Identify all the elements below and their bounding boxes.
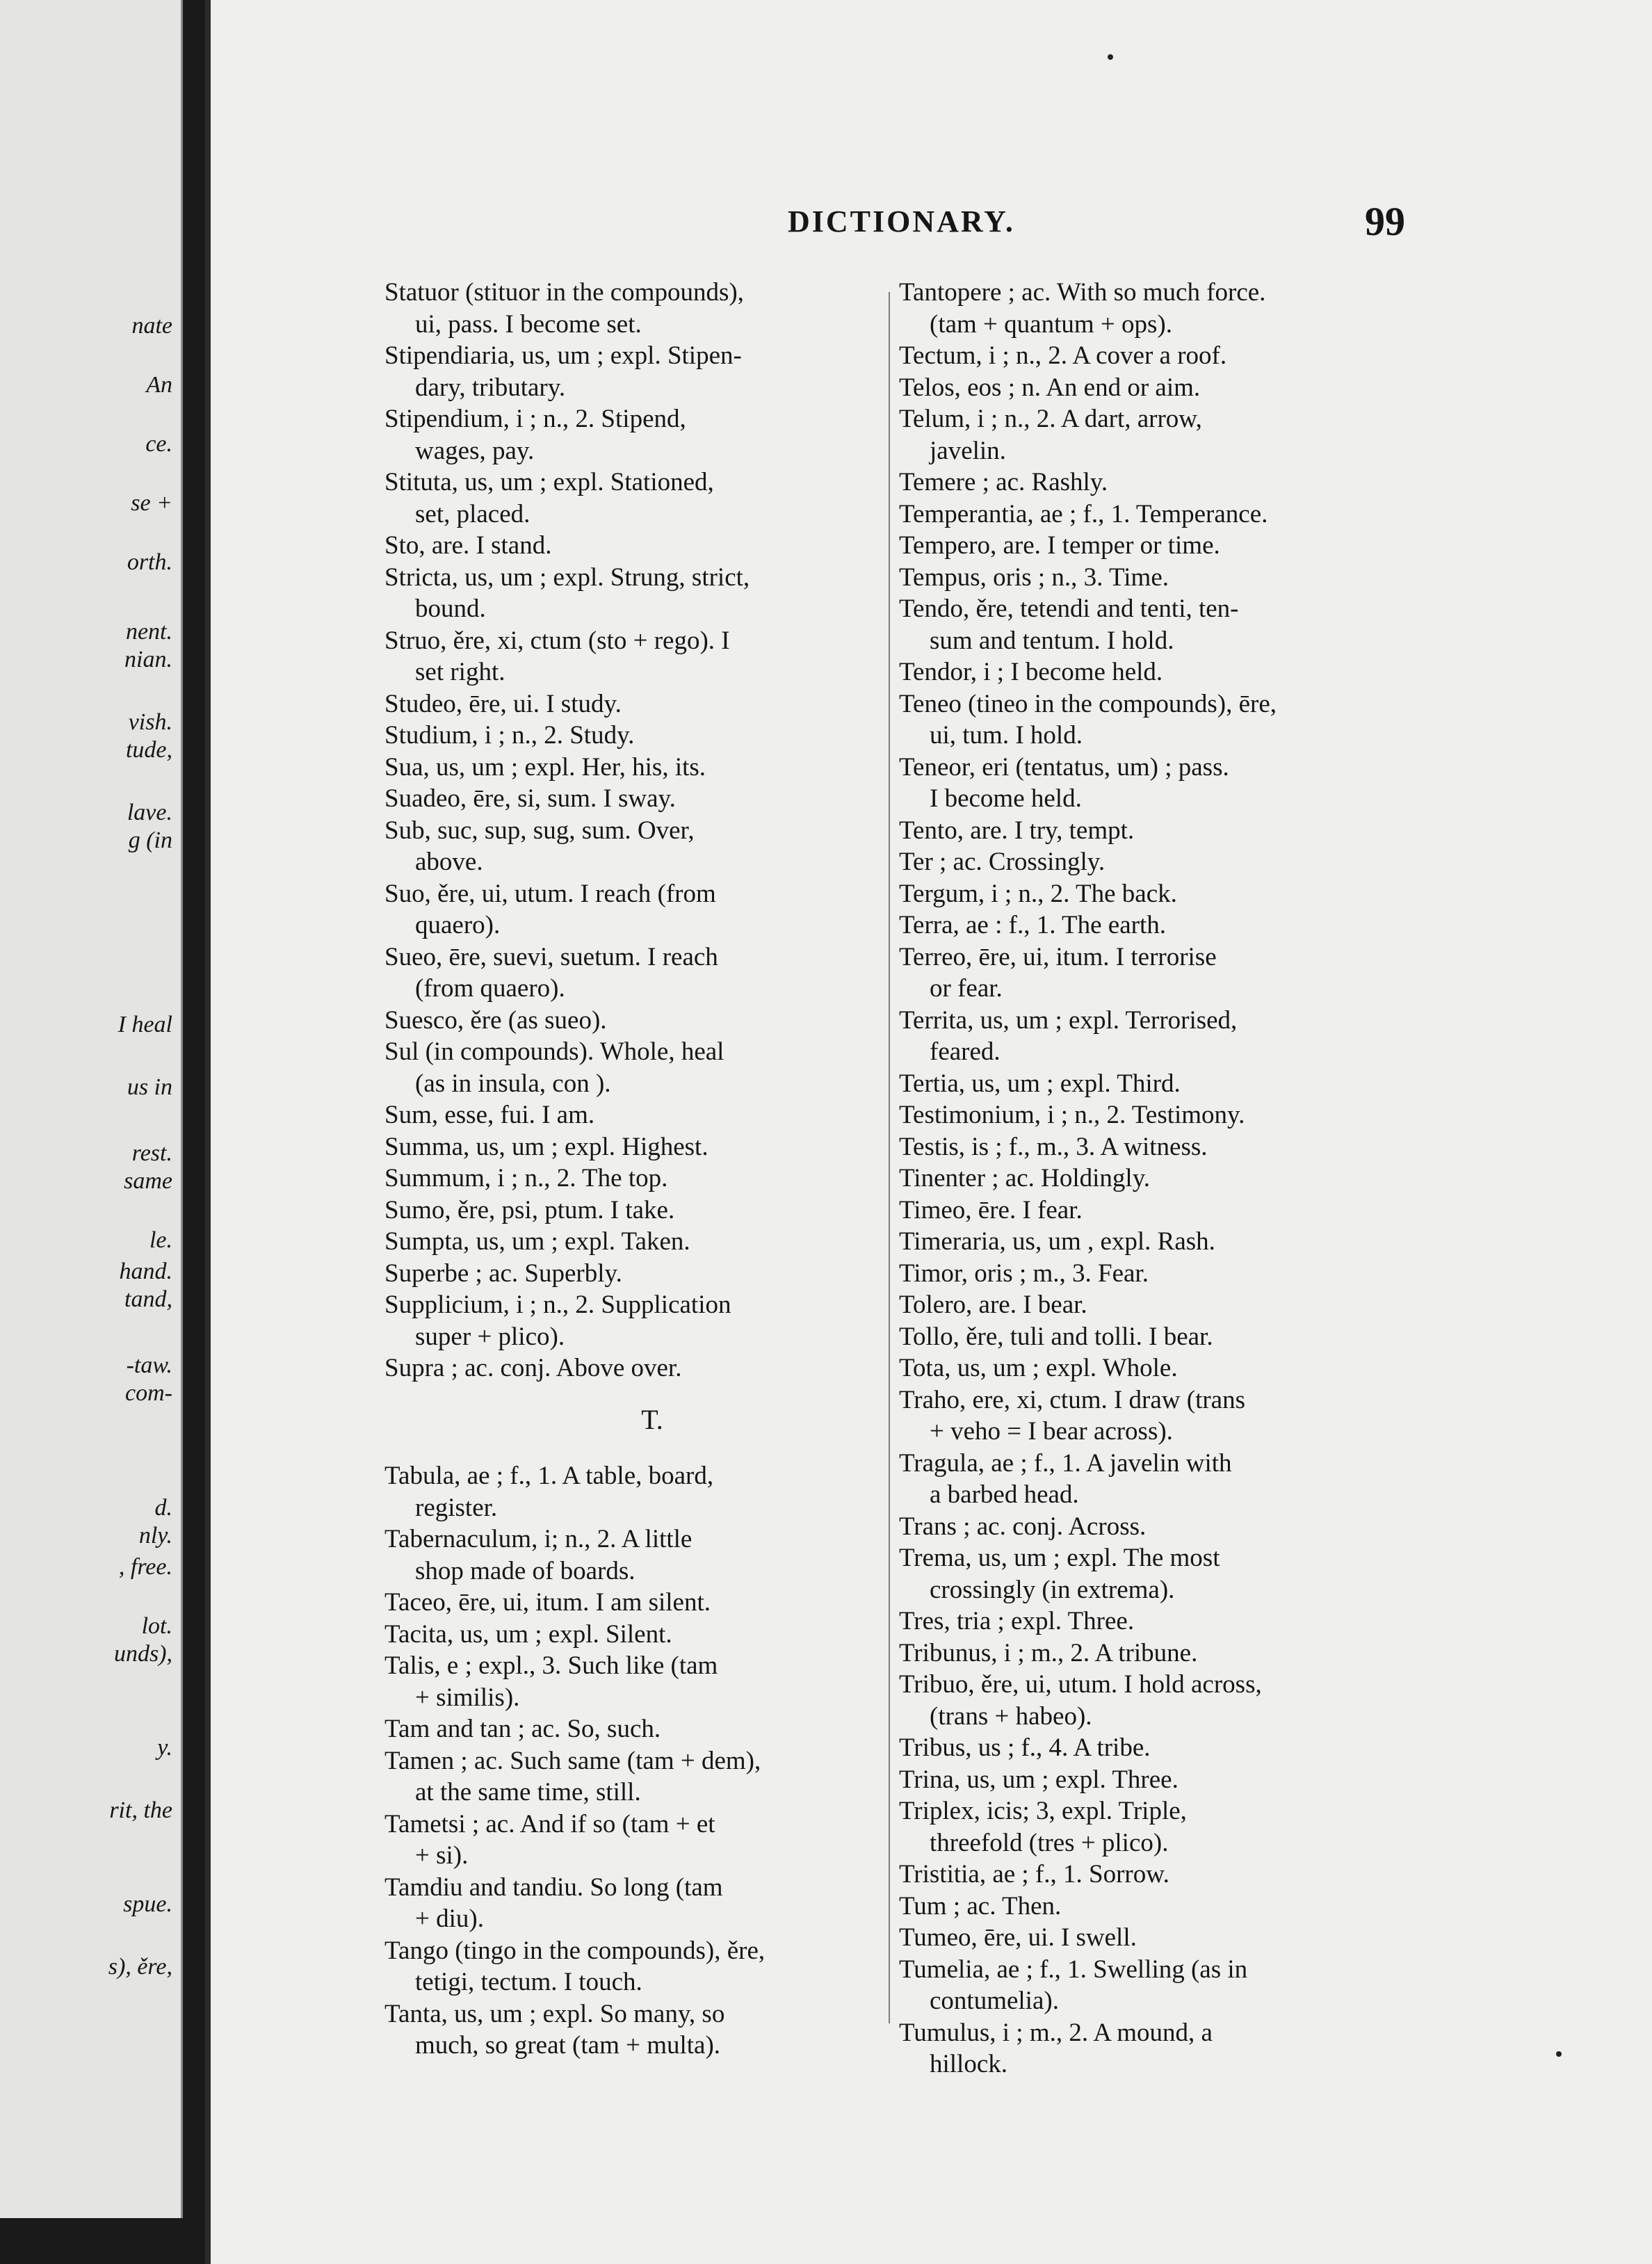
entry-continuation-line: sum and tentum. I hold.: [930, 626, 1174, 655]
facing-page-fragment: us in: [127, 1074, 172, 1100]
entry-first-line: Telos, eos ; n. An end or aim.: [899, 373, 1201, 402]
entry-first-line: Stipendium, i ; n., 2. Stipend,: [384, 405, 686, 433]
book-gutter: [183, 0, 205, 2264]
dictionary-entry: [384, 1258, 878, 1290]
facing-page-fragment: tand,: [124, 1286, 172, 1312]
dictionary-entry: [899, 1448, 1400, 1511]
dictionary-entry: [384, 1195, 878, 1227]
entry-continuation-line: ui, pass. I become set.: [415, 309, 642, 339]
dictionary-entry: [384, 1650, 878, 1713]
dictionary-entry: [899, 1289, 1400, 1321]
dictionary-entry: [384, 562, 878, 625]
section-letter-heading: T.: [641, 1403, 663, 1435]
facing-page-fragment: g (in: [128, 827, 172, 853]
entry-continuation-line: feared.: [930, 1037, 1001, 1066]
dictionary-entry: [899, 1321, 1400, 1353]
dictionary-entry: [384, 1872, 878, 1935]
dictionary-entry: [384, 467, 878, 530]
dictionary-entry: [899, 1606, 1400, 1638]
entry-first-line: Tanta, us, um ; expl. So many, so: [384, 1999, 725, 2028]
dictionary-entry: [899, 1005, 1400, 1068]
ink-speck: [1108, 54, 1113, 60]
entry-first-line: Trans ; ac. conj. Across.: [899, 1512, 1147, 1541]
dictionary-entry: [899, 752, 1400, 815]
entry-first-line: Tamdiu and tandiu. So long (tam: [384, 1873, 723, 1902]
dictionary-entry: [384, 1352, 878, 1384]
entry-first-line: Ter ; ac. Crossingly.: [899, 848, 1106, 876]
dictionary-entry: [899, 1352, 1400, 1384]
entry-first-line: Sua, us, um ; expl. Her, his, its.: [384, 752, 706, 782]
dictionary-entry: [899, 1732, 1400, 1764]
facing-page-fragment: nian.: [124, 647, 172, 672]
entry-first-line: Tento, are. I try, tempt.: [899, 816, 1135, 845]
dictionary-entry: [899, 1099, 1400, 1131]
entry-first-line: Statuor (stituor in the compounds),: [384, 278, 744, 307]
entry-continuation-line: I become held.: [930, 784, 1082, 813]
entry-first-line: Tumelia, ae ; f., 1. Swelling (as in: [899, 1955, 1248, 1984]
facing-page-fragment: nate: [131, 313, 172, 339]
entry-continuation-line: much, so great (tam + multa).: [415, 2031, 721, 2060]
entry-first-line: Tempus, oris ; n., 3. Time.: [899, 563, 1169, 592]
entry-first-line: Tolero, are. I bear.: [899, 1291, 1087, 1319]
dictionary-entry: [384, 1226, 878, 1258]
dictionary-entry: [899, 467, 1400, 499]
entry-first-line: Timor, oris ; m., 3. Fear.: [899, 1259, 1149, 1288]
dictionary-entry: [384, 530, 878, 562]
dictionary-entry: [384, 1587, 878, 1619]
facing-page-fragment: An: [146, 372, 172, 398]
dictionary-entry: [384, 1036, 878, 1099]
column-divider: [889, 292, 890, 2023]
facing-page-fragment: nent.: [125, 619, 172, 645]
entry-first-line: Tabula, ae ; f., 1. A table, board,: [384, 1462, 714, 1490]
entry-first-line: Supplicium, i ; n., 2. Supplication: [384, 1291, 731, 1319]
dictionary-entry: [384, 1619, 878, 1651]
entry-first-line: Sumpta, us, um ; expl. Taken.: [384, 1227, 690, 1256]
facing-page-fragment: le.: [149, 1227, 172, 1253]
dictionary-entry: [899, 1163, 1400, 1195]
entry-first-line: Tragula, ae ; f., 1. A javelin with: [899, 1448, 1232, 1478]
entry-first-line: Trina, us, um ; expl. Three.: [899, 1765, 1179, 1794]
entry-first-line: Territa, us, um ; expl. Terrorised,: [899, 1005, 1238, 1035]
entry-first-line: Tinenter ; ac. Holdingly.: [899, 1164, 1151, 1192]
entry-continuation-line: at the same time, still.: [415, 1778, 641, 1806]
entry-continuation-line: javelin.: [930, 436, 1006, 465]
entry-continuation-line: super + plico).: [415, 1322, 565, 1351]
dictionary-entry: [899, 403, 1400, 467]
entry-first-line: Sum, esse, fui. I am.: [384, 1101, 595, 1129]
entry-first-line: Terreo, ēre, ui, itum. I terrorise: [899, 942, 1217, 971]
entry-first-line: Tamen ; ac. Such same (tam + dem),: [384, 1746, 761, 1775]
entry-continuation-line: set, placed.: [415, 499, 531, 528]
facing-page-fragment: I heal: [118, 1012, 172, 1037]
entry-continuation-line: + diu).: [415, 1905, 484, 1933]
entry-first-line: Tam and tan ; ac. So, such.: [384, 1715, 661, 1743]
dictionary-entry: [899, 1859, 1400, 1891]
entry-first-line: Tumeo, ēre, ui. I swell.: [899, 1923, 1137, 1952]
entry-continuation-line: + si).: [415, 1841, 469, 1870]
dictionary-entry: [899, 372, 1400, 404]
dictionary-entry: [899, 530, 1400, 562]
dictionary-entry: [384, 1131, 878, 1163]
dictionary-entry: [384, 783, 878, 815]
entry-first-line: Suadeo, ēre, si, sum. I sway.: [384, 784, 676, 813]
entry-first-line: Tertia, us, um ; expl. Third.: [899, 1069, 1181, 1098]
facing-page-fragment: nly.: [138, 1523, 172, 1549]
entry-first-line: Studeo, ēre, ui. I study.: [384, 689, 622, 718]
facing-page-fragment: lot.: [141, 1613, 172, 1639]
left-column: [384, 277, 878, 2062]
running-header: [211, 198, 1652, 247]
dictionary-entry: [899, 846, 1400, 878]
dictionary-entry: [899, 1891, 1400, 1923]
dictionary-entry: [899, 2017, 1400, 2080]
dictionary-entry: [899, 1131, 1400, 1163]
entry-continuation-line: (tam + quantum + ops).: [930, 309, 1172, 339]
facing-page-fragment: same: [124, 1168, 172, 1194]
dictionary-entry: [899, 656, 1400, 688]
entry-first-line: Tum ; ac. Then.: [899, 1891, 1062, 1921]
entry-first-line: Teneo (tineo in the compounds), ēre,: [899, 689, 1277, 718]
entry-continuation-line: above.: [415, 848, 483, 876]
dictionary-entry: [899, 1542, 1400, 1606]
facing-page-fragment: -taw.: [126, 1352, 172, 1378]
facing-page-fragment: unds),: [113, 1641, 172, 1667]
dictionary-entry: [384, 340, 878, 403]
entry-first-line: Terra, ae : f., 1. The earth.: [899, 911, 1167, 939]
entry-first-line: Tollo, ěre, tuli and tolli. I bear.: [899, 1322, 1213, 1351]
entry-continuation-line: register.: [415, 1493, 498, 1522]
entry-first-line: Timeo, ēre. I fear.: [899, 1195, 1083, 1224]
entry-continuation-line: bound.: [415, 595, 486, 623]
entry-first-line: Sul (in compounds). Whole, heal: [384, 1037, 724, 1066]
dictionary-entry: [384, 1163, 878, 1195]
entry-first-line: Sueo, ēre, suevi, suetum. I reach: [384, 942, 718, 971]
facing-page-fragment: lave.: [127, 800, 172, 825]
facing-page-fragment: rit, the: [109, 1797, 172, 1823]
dictionary-entry: [384, 815, 878, 878]
entry-first-line: Tristitia, ae ; f., 1. Sorrow.: [899, 1860, 1169, 1889]
dictionary-entry: [384, 720, 878, 752]
entry-continuation-line: ui, tum. I hold.: [930, 721, 1083, 750]
entry-first-line: Tribunus, i ; m., 2. A tribune.: [899, 1638, 1198, 1667]
facing-page-fragment: com-: [125, 1380, 172, 1406]
entry-first-line: Tendor, i ; I become held.: [899, 658, 1163, 686]
entry-first-line: Tectum, i ; n., 2. A cover a roof.: [899, 341, 1227, 370]
dictionary-entry: [899, 1922, 1400, 1954]
entry-first-line: Tango (tingo in the compounds), ěre,: [384, 1936, 766, 1965]
facing-page-fragment: hand.: [119, 1259, 172, 1284]
dictionary-entry: [899, 1638, 1400, 1669]
entry-first-line: Telum, i ; n., 2. A dart, arrow,: [899, 405, 1202, 433]
entry-first-line: Taceo, ēre, ui, itum. I am silent.: [384, 1588, 711, 1617]
entry-continuation-line: wages, pay.: [415, 436, 535, 465]
entry-continuation-line: (from quaero).: [415, 974, 565, 1003]
entry-first-line: Tantopere ; ac. With so much force.: [899, 278, 1266, 307]
running-title: DICTIONARY.: [788, 204, 1015, 238]
dictionary-entry: [384, 752, 878, 784]
entry-continuation-line: + similis).: [415, 1683, 520, 1712]
dictionary-entry: [899, 909, 1400, 941]
dictionary-entry: [899, 1954, 1400, 2017]
dictionary-entry: [899, 1384, 1400, 1448]
dictionary-entry: [899, 1226, 1400, 1258]
dictionary-entry: [384, 941, 878, 1005]
dictionary-entry: [899, 593, 1400, 656]
entry-first-line: Teneor, eri (tentatus, um) ; pass.: [899, 752, 1229, 782]
entry-continuation-line: set right.: [415, 658, 505, 686]
entry-continuation-line: + veho = I bear across).: [930, 1417, 1173, 1446]
entry-first-line: Suesco, ěre (as sueo).: [384, 1005, 607, 1035]
facing-page-fragment: spue.: [123, 1891, 172, 1917]
entry-first-line: Testimonium, i ; n., 2. Testimony.: [899, 1101, 1245, 1129]
entry-first-line: Timeraria, us, um , expl. Rash.: [899, 1227, 1215, 1256]
dictionary-entry: [384, 1713, 878, 1745]
dictionary-entry: [899, 1068, 1400, 1100]
entry-first-line: Studium, i ; n., 2. Study.: [384, 721, 635, 750]
facing-page-fragment: se +: [131, 490, 172, 516]
dictionary-entry: [899, 499, 1400, 531]
dictionary-entry: [899, 1669, 1400, 1732]
dictionary-entry: [384, 277, 878, 340]
entry-first-line: Supra ; ac. conj. Above over.: [384, 1354, 682, 1382]
facing-page-fragment: vish.: [128, 709, 172, 735]
facing-page-fragment: ce.: [145, 431, 172, 457]
facing-page-fragment: s), ěre,: [108, 1954, 172, 1980]
dictionary-entry: [384, 625, 878, 688]
entry-first-line: Summum, i ; n., 2. The top.: [384, 1164, 668, 1192]
dictionary-entry: [384, 1998, 878, 2062]
entry-first-line: Tres, tria ; expl. Three.: [899, 1607, 1135, 1635]
entry-continuation-line: hillock.: [930, 2050, 1008, 2078]
entry-continuation-line: quaero).: [415, 911, 501, 939]
entry-first-line: Stipendiaria, us, um ; expl. Stipen-: [384, 341, 742, 370]
entry-first-line: Talis, e ; expl., 3. Such like (tam: [384, 1651, 718, 1680]
dictionary-entry: [899, 277, 1400, 340]
facing-page: [0, 0, 183, 2218]
entry-continuation-line: crossingly (in extrema).: [930, 1575, 1175, 1604]
dictionary-entry: [899, 1511, 1400, 1543]
dictionary-entry: [384, 1809, 878, 1872]
facing-page-fragment: tude,: [125, 737, 172, 763]
entry-continuation-line: (as in insula, con ).: [415, 1069, 611, 1098]
dictionary-entry: [384, 1523, 878, 1587]
entry-first-line: Suo, ěre, ui, utum. I reach (from: [384, 879, 716, 908]
entry-first-line: Tribuo, ěre, ui, utum. I hold across,: [899, 1670, 1262, 1699]
entry-first-line: Stituta, us, um ; expl. Stationed,: [384, 468, 714, 496]
entry-first-line: Tumulus, i ; m., 2. A mound, a: [899, 2018, 1213, 2047]
dictionary-entry: [899, 941, 1400, 1005]
entry-continuation-line: (trans + habeo).: [930, 1701, 1092, 1731]
dictionary-entry: [384, 688, 878, 720]
entry-first-line: Struo, ěre, xi, ctum (sto + rego). I: [384, 626, 730, 655]
dictionary-entry: [899, 1258, 1400, 1290]
facing-page-fragment: orth.: [127, 549, 172, 575]
dictionary-entry: [384, 1099, 878, 1131]
entry-continuation-line: dary, tributary.: [415, 373, 566, 402]
facing-page-fragment: y.: [157, 1735, 172, 1761]
entry-first-line: Sto, are. I stand.: [384, 531, 552, 560]
dictionary-entry: [384, 403, 878, 467]
entry-first-line: Tempero, are. I temper or time.: [899, 531, 1220, 560]
entry-first-line: Temere ; ac. Rashly.: [899, 468, 1108, 496]
entry-continuation-line: shop made of boards.: [415, 1556, 635, 1585]
entry-first-line: Triplex, icis; 3, expl. Triple,: [899, 1797, 1187, 1825]
dictionary-entry: [384, 1005, 878, 1037]
entry-continuation-line: tetigi, tectum. I touch.: [415, 1968, 642, 1996]
facing-page-fragment: d.: [154, 1495, 172, 1521]
entry-first-line: Tendo, ěre, tetendi and tenti, ten-: [899, 595, 1239, 623]
entry-first-line: Tribus, us ; f., 4. A tribe.: [899, 1733, 1151, 1762]
dictionary-entry: [899, 1795, 1400, 1859]
entry-first-line: Superbe ; ac. Superbly.: [384, 1259, 622, 1288]
page-number: 99: [1365, 199, 1405, 244]
dictionary-entry: [899, 815, 1400, 847]
entry-first-line: Tametsi ; ac. And if so (tam + et: [384, 1809, 715, 1838]
entry-first-line: Tota, us, um ; expl. Whole.: [899, 1354, 1178, 1382]
dictionary-entry: [384, 1460, 878, 1523]
entry-first-line: Summa, us, um ; expl. Highest.: [384, 1132, 708, 1161]
entry-continuation-line: or fear.: [930, 974, 1003, 1003]
entry-continuation-line: threefold (tres + plico).: [930, 1828, 1169, 1857]
dictionary-entry: [384, 1935, 878, 1998]
entry-first-line: Stricta, us, um ; expl. Strung, strict,: [384, 563, 750, 592]
dictionary-page: [205, 0, 1652, 2264]
entry-first-line: Tacita, us, um ; expl. Silent.: [384, 1619, 672, 1649]
facing-page-fragment: , free.: [118, 1554, 172, 1580]
entry-continuation-line: a barbed head.: [930, 1480, 1079, 1509]
dictionary-entry: [899, 562, 1400, 594]
right-column: [899, 277, 1400, 2080]
dictionary-entry: [899, 878, 1400, 910]
entry-first-line: Tergum, i ; n., 2. The back.: [899, 879, 1177, 908]
entry-first-line: Trema, us, um ; expl. The most: [899, 1544, 1220, 1572]
ink-speck: [1556, 2051, 1562, 2057]
dictionary-entry: [384, 878, 878, 941]
dictionary-entry: [899, 1764, 1400, 1796]
entry-first-line: Testis, is ; f., m., 3. A witness.: [899, 1132, 1208, 1161]
dictionary-entry: [899, 1195, 1400, 1227]
dictionary-entry: [384, 1745, 878, 1809]
entry-first-line: Traho, ere, xi, ctum. I draw (trans: [899, 1385, 1246, 1414]
entry-continuation-line: contumelia).: [930, 1987, 1059, 2015]
dictionary-entry: [899, 688, 1400, 752]
dictionary-entry: [899, 340, 1400, 372]
facing-page-fragment: rest.: [131, 1140, 172, 1166]
entry-first-line: Sub, suc, sup, sug, sum. Over,: [384, 816, 695, 845]
entry-first-line: Tabernaculum, i; n., 2. A little: [384, 1525, 693, 1553]
dictionary-entry: [384, 1289, 878, 1352]
entry-first-line: Sumo, ěre, psi, ptum. I take.: [384, 1195, 675, 1224]
entry-first-line: Temperantia, ae ; f., 1. Temperance.: [899, 499, 1268, 528]
